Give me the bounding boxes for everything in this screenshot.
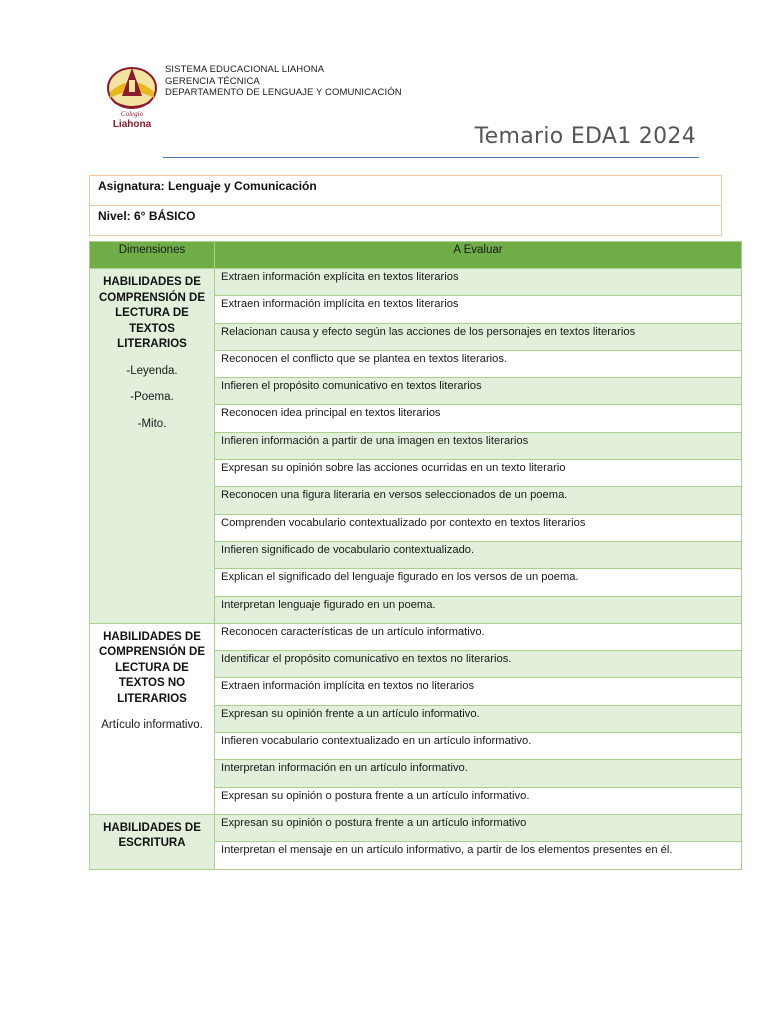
evaluation-item: Reconocen una figura literaria en versos seleccionados de un poema. <box>215 487 742 514</box>
dimension-cell <box>90 269 215 624</box>
evaluation-item: Interpretan lenguaje figurado en un poema. <box>215 596 742 623</box>
logo-text-top: Colegio <box>120 110 144 118</box>
table-row <box>90 623 742 650</box>
evaluation-item: Extraen información implícita en textos no literarios <box>215 678 742 705</box>
header-line: DEPARTAMENTO DE LENGUAJE Y COMUNICACIÓN <box>165 87 402 99</box>
table-body <box>90 269 742 870</box>
evaluation-item: Relacionan causa y efecto según las acciones de los personajes en textos literarios <box>215 323 742 350</box>
logo-text-bottom: Liahona <box>112 119 152 130</box>
evaluation-item: Interpretan información en un artículo informativo. <box>215 760 742 787</box>
title-divider <box>163 157 699 158</box>
evaluation-item: Expresan su opinión frente a un artículo informativo. <box>215 705 742 732</box>
header-line: GERENCIA TÉCNICA <box>165 75 260 87</box>
evaluation-item: Reconocen el conflicto que se plantea en textos literarios. <box>215 350 742 377</box>
evaluation-item: Reconocen idea principal en textos literarios <box>215 405 742 432</box>
dimension-subtype: -Poema. <box>130 391 174 403</box>
evaluation-item: Identificar el propósito comunicativo en textos no literarios. <box>215 651 742 678</box>
school-logo <box>104 62 160 132</box>
evaluation-item: Infieren significado de vocabulario contextualizado. <box>215 541 742 568</box>
dimension-title: HABILIDADES DE ESCRITURA <box>103 821 201 850</box>
table-row <box>90 814 742 841</box>
evaluation-item: Expresan su opinión o postura frente a un artículo informativo <box>215 814 742 841</box>
dimension-cell <box>90 814 215 869</box>
evaluation-item: Infieren información a partir de una imagen en textos literarios <box>215 432 742 459</box>
table-header-row <box>90 242 742 269</box>
dimension-subtype: Artículo informativo. <box>101 719 203 732</box>
dimension-cell <box>90 623 215 814</box>
institution-header <box>165 64 402 99</box>
table-row <box>90 269 742 296</box>
info-table <box>89 175 722 236</box>
document-title: Temario EDA1 2024 <box>474 124 696 149</box>
evaluation-table <box>89 241 742 870</box>
evaluation-item: Interpretan el mensaje en un artículo informativo, a partir de los elementos presentes en él. <box>215 842 742 869</box>
evaluation-item: Extraen información explícita en textos literarios <box>215 269 742 296</box>
header-line: SISTEMA EDUCACIONAL LIAHONA <box>165 64 325 75</box>
evaluation-item: Extraen información implícita en textos literarios <box>215 296 742 323</box>
level-cell: Nivel: 6° BÁSICO <box>90 206 722 236</box>
evaluation-item: Expresan su opinión o postura frente a un artículo informativo. <box>215 787 742 814</box>
dimension-subtype: -Leyenda. <box>126 364 178 377</box>
evaluation-item: Infieren el propósito comunicativo en textos literarios <box>215 378 742 405</box>
evaluation-item: Reconocen características de un artículo informativo. <box>215 623 742 650</box>
subject-cell: Asignatura: Lenguaje y Comunicación <box>90 176 722 206</box>
dimension-subtype: -Mito. <box>137 417 167 430</box>
dimension-title: HABILIDADES DE COMPRENSIÓN DE LECTURA DE TEXTOS LITERARIOS <box>98 276 206 350</box>
evaluation-item: Infieren vocabulario contextualizado en un artículo informativo. <box>215 733 742 760</box>
dimension-title: HABILIDADES DE COMPRENSIÓN DE LECTURA DE TEXTOS NO LITERARIOS <box>98 630 206 705</box>
header-dimensions: Dimensiones <box>90 242 215 269</box>
evaluation-item: Comprenden vocabulario contextualizado por contexto en textos literarios <box>215 514 742 541</box>
header-evaluate: A Evaluar <box>215 242 742 269</box>
evaluation-item: Explican el significado del lenguaje figurado en los versos de un poema. <box>215 569 742 596</box>
evaluation-item: Expresan su opinión sobre las acciones ocurridas en un texto literario <box>215 460 742 487</box>
